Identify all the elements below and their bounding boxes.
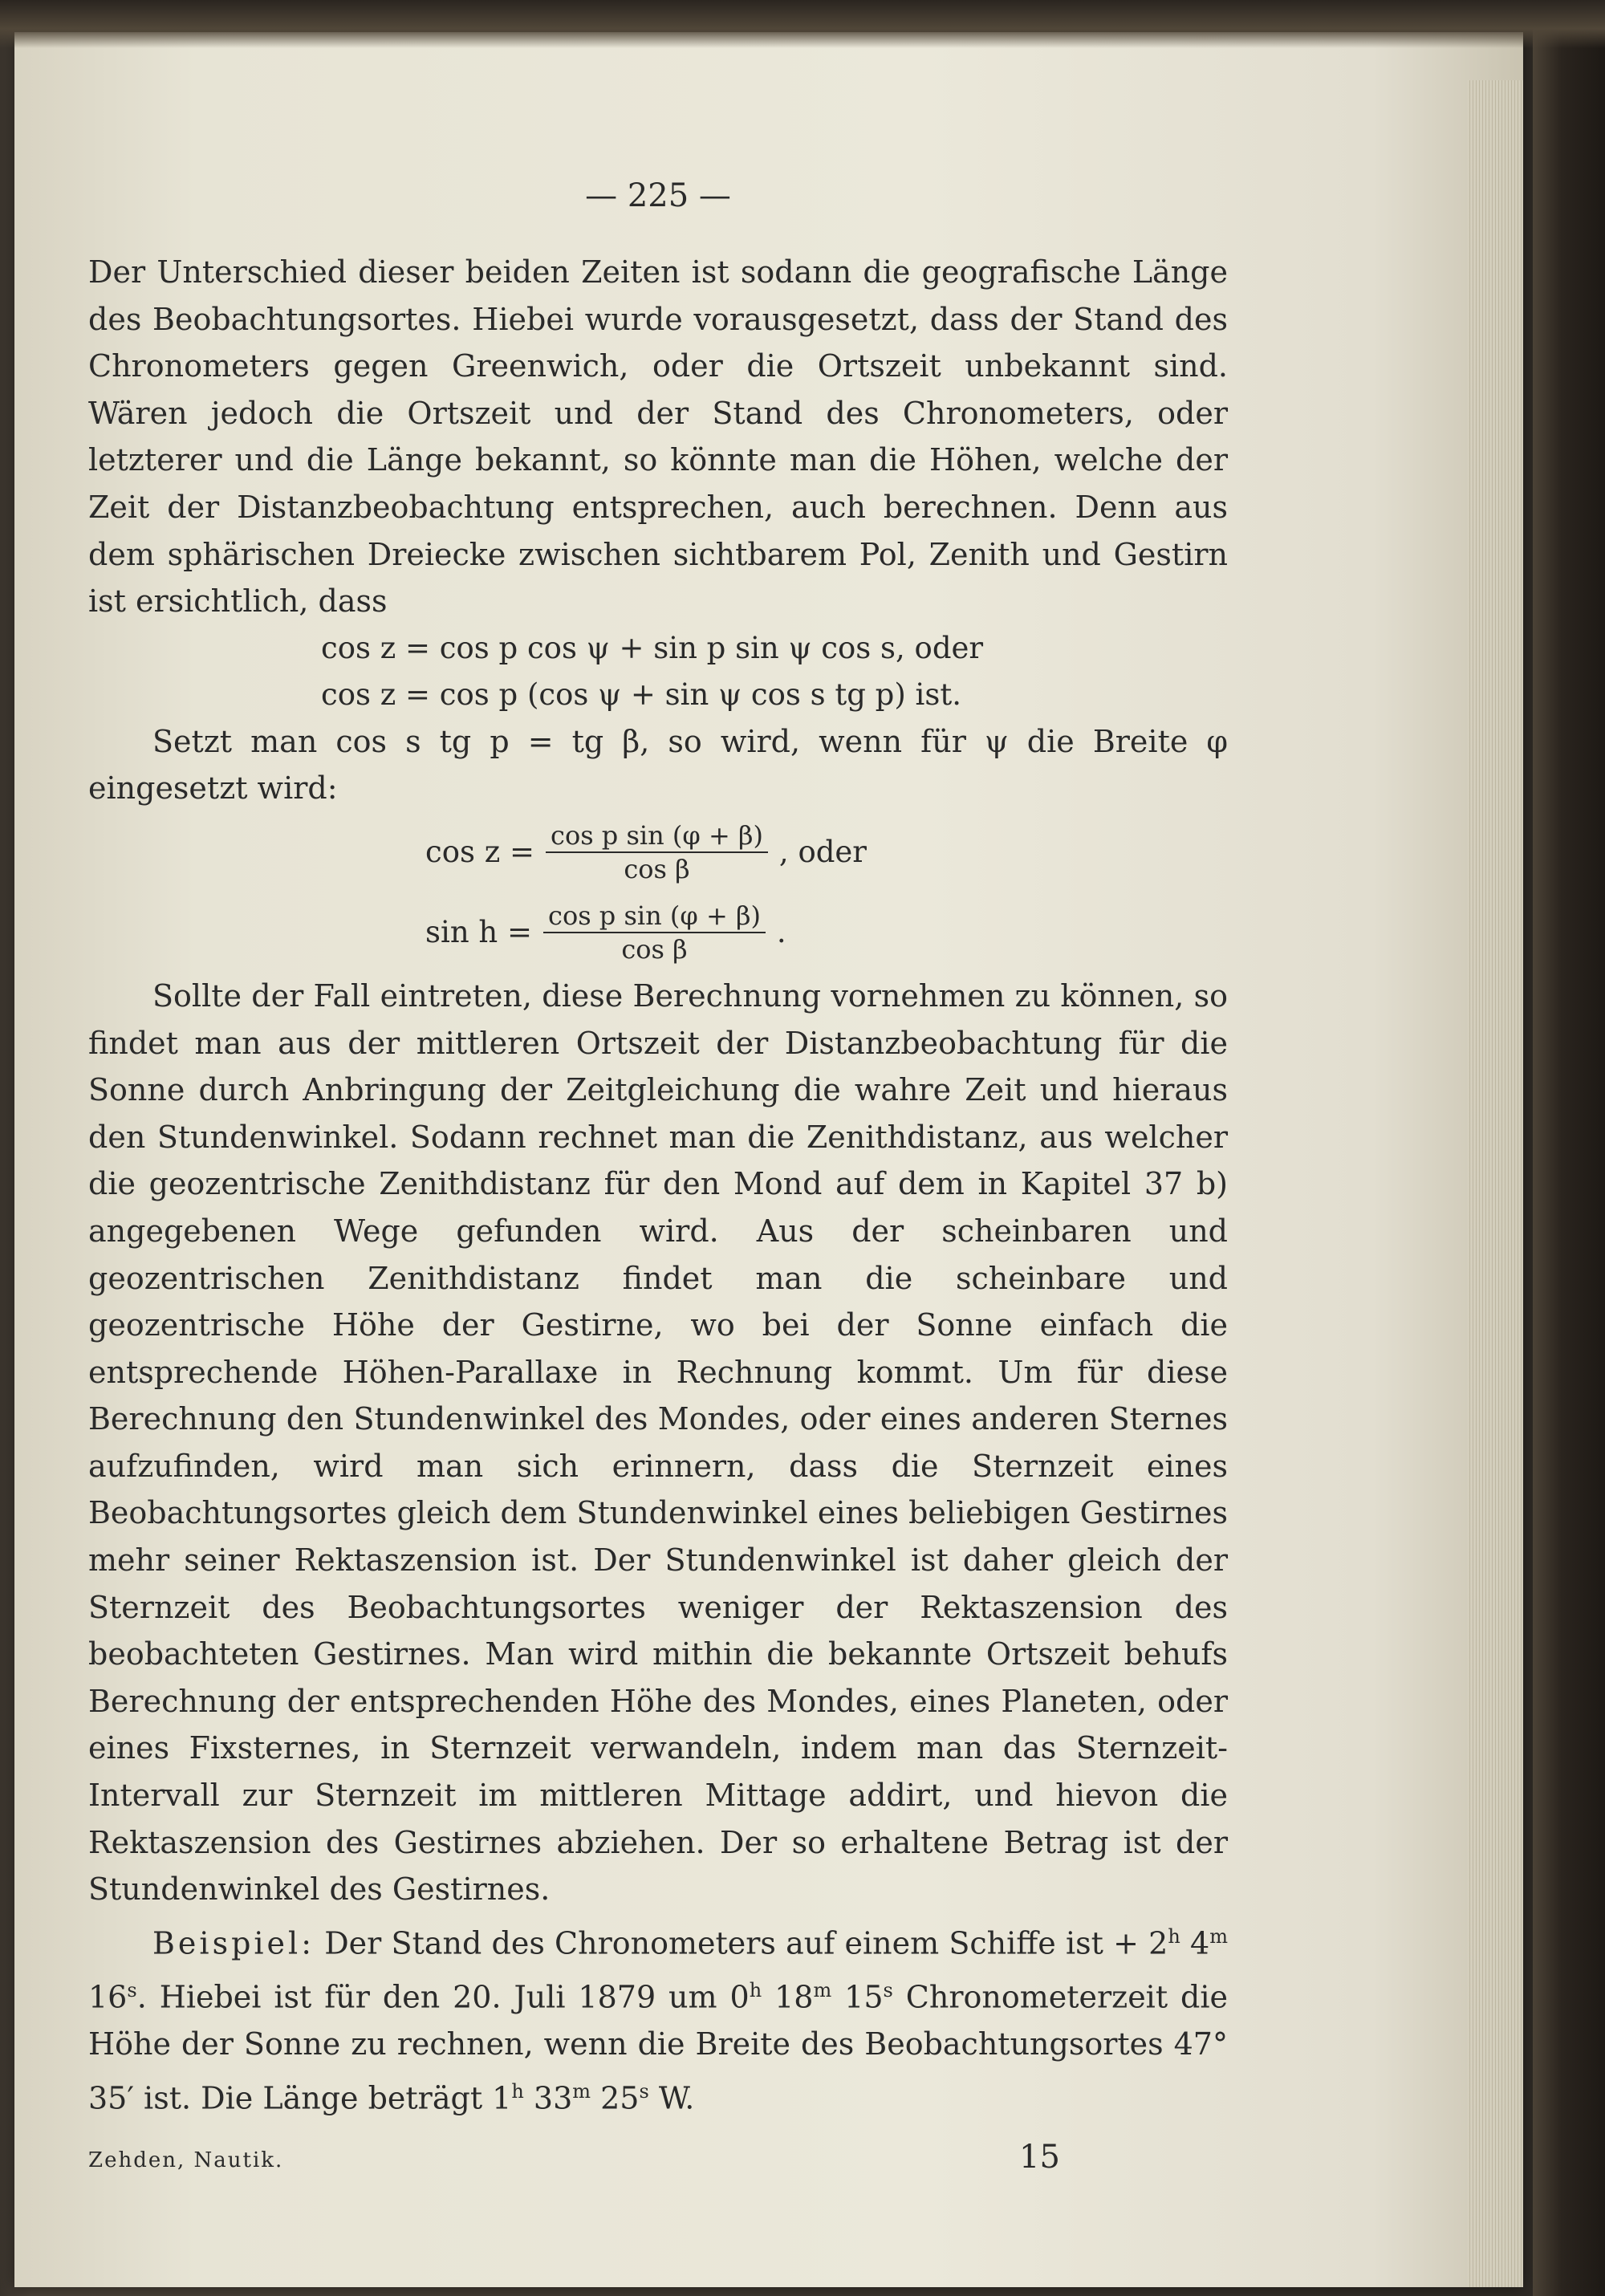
paragraph-1 [88,249,1228,625]
frac2-lhs: sin h = [425,914,533,949]
frac2-fraction [543,900,766,965]
frac2-tail: . [776,914,786,949]
signature-mark: 15 [1019,2139,1060,2176]
frac2-numerator: cos p sin (φ + β) [543,900,766,933]
fraction-equation-1 [425,812,1228,892]
paragraph-1-text: Der Unterschied dieser beiden Zeiten ist sodann die geografische Länge des Beobachtungsortes. Hiebei wurde vorausgesetzt, dass der Stand des Chronometers gegen Greenwich, oder die Ortszeit unbekannt sind. Wären jedoch die Ortszeit und der Stand des Chronometers, oder letzterer und die Länge bekannt, so könnte man die Höhen, welche der Zeit der Distanzbeobachtung entsprechen, auch berechnen. Denn aus dem sphärischen Dreiecke zwischen sichtbarem Pol, Zenith und Gestirn ist ersichtlich, dass [88,254,1228,620]
page-number: — 225 — [585,177,731,214]
frac1-denominator: cos β [624,853,690,884]
frac2-denominator: cos β [621,933,688,965]
frac1-tail: , oder [778,834,867,869]
fraction-equation-2 [425,892,1228,973]
example-label: Beispiel: [152,1925,315,1961]
paragraph-2-text: Setzt man cos s tg p = tg β, so wird, wenn für ψ die Breite φ eingesetzt wird: [88,723,1228,807]
paragraph-2 [88,718,1228,812]
page-text [88,173,1228,2122]
paragraph-4 [88,1913,1228,2122]
paragraph-3 [88,973,1228,1913]
equation-2: cos z = cos p (cos ψ + sin ψ cos s tg p) ist. [321,677,962,712]
page-footer [88,2139,1228,2187]
frac1-fraction [546,819,768,885]
footer-title: Zehden, Nautik. [88,2148,284,2172]
frac1-numerator: cos p sin (φ + β) [546,819,768,853]
book-cover-edge [1533,0,1605,2296]
equation-1: cos z = cos p cos ψ + sin p sin ψ cos s, oder [321,630,984,665]
paragraph-3-text: Sollte der Fall eintreten, diese Berechnung vornehmen zu können, so findet man aus der mittleren Ortszeit der Distanzbeobachtung für die Sonne durch Anbringung der Zeitgleichung die wahre Zeit und hieraus den Stundenwinkel. Sodann rechnet man die Zenithdistanz, aus welcher die geozentrische Zenithdistanz für den Mond auf dem in Kapitel 37 b) angegebenen Wege gefunden wird. Aus der scheinbaren und geozentrischen Zenithdistanz findet man die scheinbare und geozentrische Höhe der Gestirne, wo bei der Sonne einfach die entsprechende Höhen-Parallaxe in Rechnung kommt. Um für diese Berechnung den Stundenwinkel des Mondes, oder eines anderen Sternes aufzufinden, wird man sich erinnern, dass die Sternzeit eines Beobachtungsortes gleich dem Stundenwinkel eines beliebigen Gestirnes mehr seiner Rektaszension ist. Der Stundenwinkel ist daher gleich der Sternzeit des Beobachtungsortes weniger der Rektaszension des beobachteten Gestirnes. Man wird mithin die bekannte Ortszeit behufs Berechnung der entsprechenden Höhe des Mondes, eines Planeten, oder eines Fixsternes, in Sternzeit verwandeln, indem man das Sternzeit-Intervall zur Sternzeit im mittleren Mittage addirt, und hievon die Rektaszension des Gestirnes abziehen. Der so erhaltene Betrag ist der Stundenwinkel des Gestirnes. [88,977,1228,1908]
paragraph-4-text: Beispiel: Der Stand des Chronometers auf einem Schiffe ist + $2^h$ 4$^m$ 16$^s$. Hiebei ist für den 20. Juli 1879 um 0$^h$ 18$^m$ 15$^s$ Chronometerzeit die Höhe der Sonne zu rechnen, wenn die Breite des Beobachtungsortes 47° 35′ ist. Die Länge beträgt 1$^h$ 33$^m$ 25$^s$ W. [88,1924,1229,2116]
frac1-lhs: cos z = [425,834,535,869]
top-shadow [0,0,1605,48]
page-edges [1467,80,1523,2287]
